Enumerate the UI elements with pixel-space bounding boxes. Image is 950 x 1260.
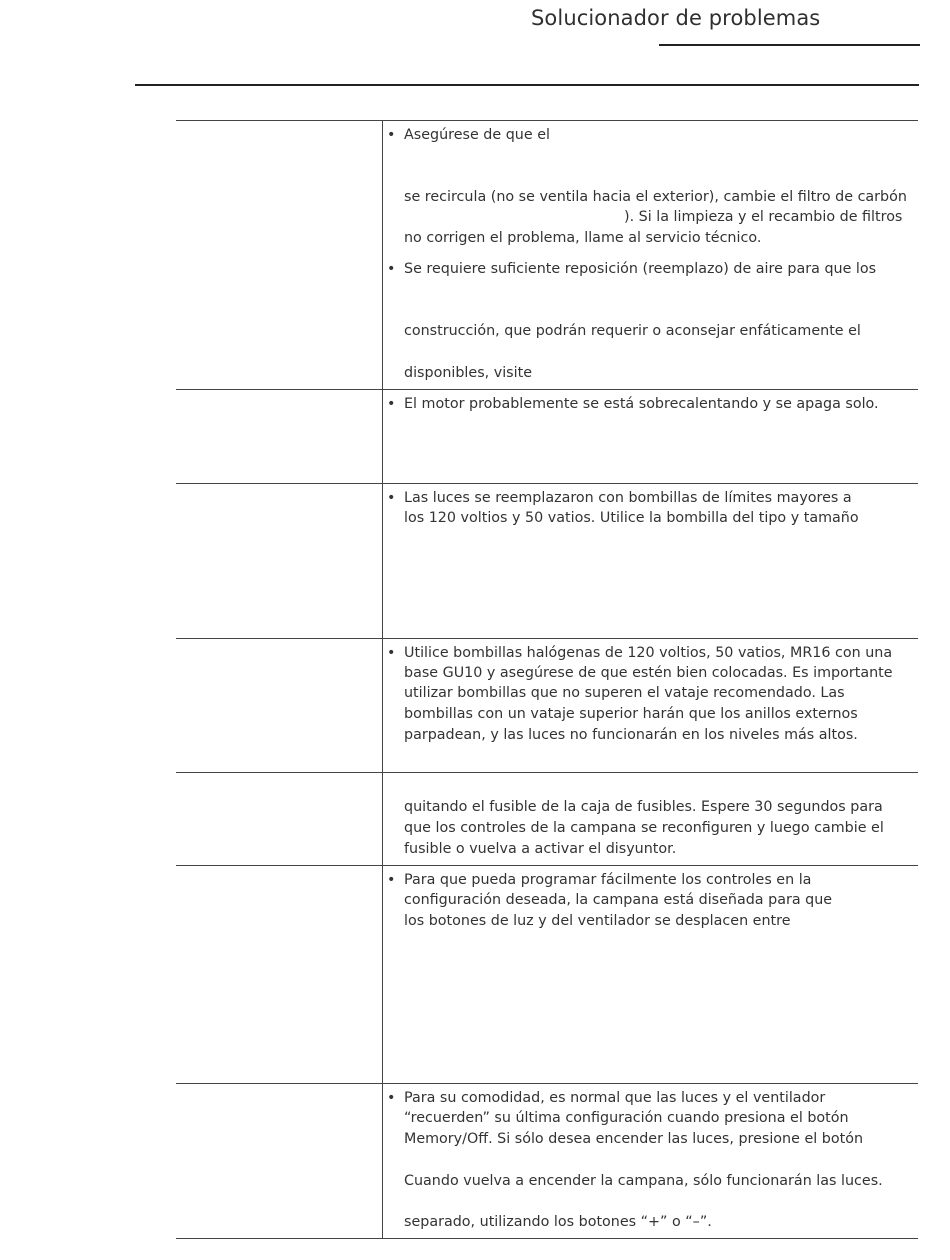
cause-cell: [176, 639, 383, 773]
solution-text: base GU10 y asegúrese de que estén bien colocadas. Es importante: [404, 665, 893, 681]
bullet-icon: •: [387, 872, 396, 888]
solution-text: Cuando vuelva a encender la campana, sólo funcionarán las luces.: [404, 1173, 883, 1189]
solution-text: utilizar bombillas que no superen el vataje recomendado. Las: [404, 685, 845, 701]
solution-text: no corrigen el problema, llame al servicio técnico.: [404, 230, 762, 246]
solution-text: Las luces se reemplazaron con bombillas de límites mayores a: [404, 490, 852, 506]
table-row: [176, 389, 918, 484]
solution-text: separado, utilizando los botones “+” o “–”.: [404, 1214, 712, 1230]
cause-cell: [176, 773, 383, 866]
solution-text: quitando el fusible de la caja de fusibles. Espere 30 segundos para: [404, 799, 883, 815]
solution-text: Utilice bombillas halógenas de 120 voltios, 50 vatios, MR16 con una: [404, 645, 893, 661]
table-row: [176, 772, 918, 866]
bullet-icon: •: [387, 645, 396, 661]
solution-text: ). Si la limpieza y el recambio de filtros: [624, 209, 903, 225]
solution-text: “recuerden” su última configuración cuando presiona el botón: [404, 1110, 849, 1126]
page-title: Solucionador de problemas: [531, 6, 821, 30]
header-rule-short: [659, 44, 920, 46]
solution-text: El motor probablemente se está sobrecalentando y se apaga solo.: [404, 396, 879, 412]
solution-text: Para que pueda programar fácilmente los controles en la: [404, 872, 812, 888]
solution-text: se recircula (no se ventila hacia el exterior), cambie el filtro de carbón: [404, 189, 907, 205]
solution-text: parpadean, y las luces no funcionarán en los niveles más altos.: [404, 727, 858, 743]
solution-text: construcción, que podrán requerir o aconsejar enfáticamente el: [404, 323, 861, 339]
bullet-icon: •: [387, 490, 396, 506]
table-row: [176, 120, 918, 390]
table-row: [176, 483, 918, 639]
table-row: [176, 638, 918, 773]
solution-text: Asegúrese de que el: [404, 127, 550, 143]
bullet-icon: •: [387, 396, 396, 412]
solution-text: Se requiere suficiente reposición (reemplazo) de aire para que los: [404, 261, 877, 277]
solution-text: que los controles de la campana se reconfiguren y luego cambie el: [404, 820, 884, 836]
cause-cell: [176, 866, 383, 1084]
solution-text: los botones de luz y del ventilador se desplacen entre: [404, 913, 791, 929]
bullet-icon: •: [387, 261, 396, 277]
solution-text: bombillas con un vataje superior harán que los anillos externos: [404, 706, 858, 722]
bullet-icon: •: [387, 127, 396, 143]
cause-cell: [176, 484, 383, 639]
solution-text: Memory/Off. Si sólo desea encender las luces, presione el botón: [404, 1131, 864, 1147]
bullet-icon: •: [387, 1090, 396, 1106]
solution-text: fusible o vuelva a activar el disyuntor.: [404, 841, 677, 857]
cause-cell: [176, 121, 383, 390]
solution-text: los 120 voltios y 50 vatios. Utilice la bombilla del tipo y tamaño: [404, 510, 859, 526]
solution-text: Para su comodidad, es normal que las luces y el ventilador: [404, 1090, 826, 1106]
solution-text: disponibles, visite: [404, 365, 532, 381]
solution-text: configuración deseada, la campana está diseñada para que: [404, 892, 833, 908]
cause-cell: [176, 390, 383, 484]
header-rule-long: [135, 84, 919, 86]
table-row: [176, 1083, 918, 1239]
table-row: [176, 865, 918, 1084]
cause-cell: [176, 1084, 383, 1238]
